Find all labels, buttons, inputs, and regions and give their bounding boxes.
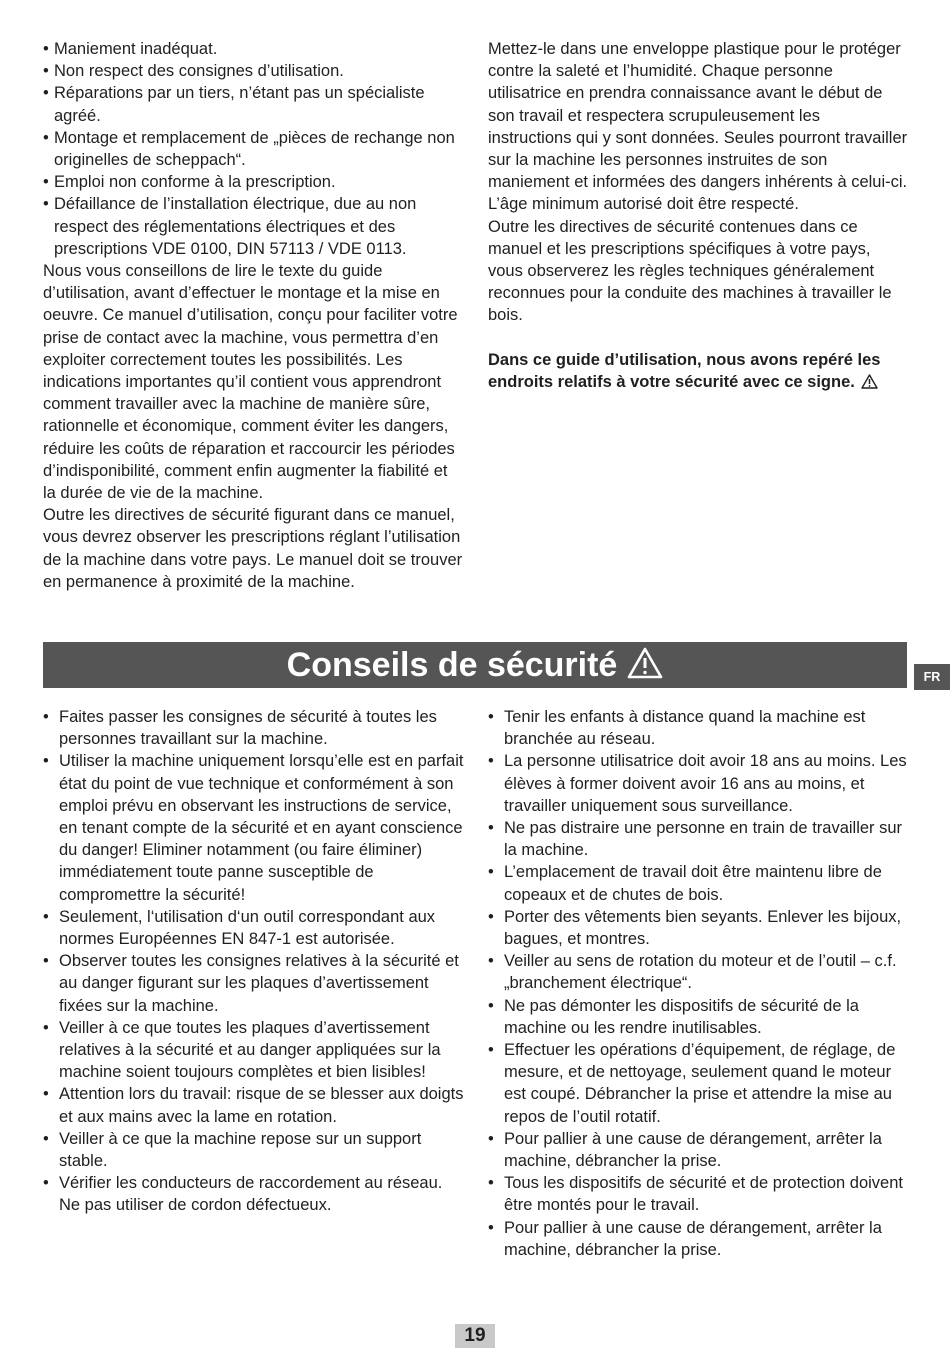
list-item: • Pour pallier à une cause de dérangement, arrêter la machine, débrancher la prise. (488, 1217, 913, 1261)
intro-paragraph: Outre les directives de sécurité contenues dans ce manuel et les prescriptions spécifiques à votre pays, vous observerez les règles techniques généralement reconnues pour la conduite des machines à travailler le bois. (488, 217, 892, 325)
list-item: • Observer toutes les consignes relatives à la sécurité et au danger figurant sur les plaques d’avertissement fixées sur la machine. (43, 950, 468, 1017)
list-item: • Montage et remplacement de „pièces de rechange non originelles de scheppach“. (43, 127, 463, 171)
list-item: • Tous les dispositifs de sécurité et de protection doivent être montés pour le travail. (488, 1172, 913, 1216)
list-item: • Non respect des consignes d’utilisation. (43, 60, 463, 82)
page-number: 19 (455, 1324, 495, 1348)
list-item: • Seulement, l‘utilisation d‘un outil correspondant aux normes Européennes EN 847-1 est autorisée. (43, 906, 468, 950)
intro-right-column (488, 38, 908, 395)
section-banner (43, 642, 907, 688)
section-title: Conseils de sécurité (286, 645, 618, 684)
list-item: • Réparations par un tiers, n’étant pas un spécialiste agréé. (43, 82, 463, 126)
list-item: • Veiller au sens de rotation du moteur et de l’outil – c.f. „branchement électrique“. (488, 950, 913, 994)
list-item: • Attention lors du travail: risque de se blesser aux doigts et aux mains avec la lame en rotation. (43, 1083, 468, 1127)
warning-triangle-icon (861, 373, 878, 395)
list-item: • Pour pallier à une cause de dérangement, arrêter la machine, débrancher la prise. (488, 1128, 913, 1172)
list-item: • Veiller à ce que la machine repose sur un support stable. (43, 1128, 468, 1172)
list-item: • Effectuer les opérations d’équipement, de réglage, de mesure, et de nettoyage, seulement quand le moteur est coupé. Débrancher la prise et attendre la mise au repos de l’outil rotatif. (488, 1039, 913, 1128)
list-item: • L’emplacement de travail doit être maintenu libre de copeaux et de chutes de bois. (488, 861, 913, 905)
intro-paragraph: Nous vous conseillons de lire le texte du guide d’utilisation, avant d’effectuer le montage et la mise en oeuvre. Ce manuel d’utilisation, conçu pour faciliter votre prise de contact avec la machine, vous permettra d’en exploiter correctement toutes les possibilités. Les indications importantes qu’il contient vous apprendront comment travailler avec la machine de manière sûre, rationnelle et économique, comment éviter les dangers, réduire les coûts de réparation et raccourcir les périodes d’indisponibilité, comment enfin augmenter la fiabilité et la durée de vie de la machine. (43, 262, 458, 503)
language-tab: FR (914, 664, 950, 690)
list-item: • Ne pas démonter les dispositifs de sécurité de la machine ou les rendre inutilisables. (488, 995, 913, 1039)
list-item: • Vérifier les conducteurs de raccordement au réseau. Ne pas utiliser de cordon défectueux. (43, 1172, 468, 1216)
safety-note-text: Dans ce guide d’utilisation, nous avons repéré les endroits relatifs à votre sécurité avec ce signe. (488, 350, 881, 391)
list-item: • Veiller à ce que toutes les plaques d’avertissement relatives à la sécurité et au danger appliquées sur la machine soient toujours complètes et bien lisibles! (43, 1017, 468, 1084)
list-item: • Utiliser la machine uniquement lorsqu’elle est en parfait état du point de vue technique et conformément à son emploi prévu en observant les instructions de service, en tenant compte de la sécurité et en ayant conscience du danger! Eliminer notamment (ou faire éliminer) immédiatement toute panne susceptible de compromettre la sécurité! (43, 750, 468, 905)
list-item: • Emploi non conforme à la prescription. (43, 171, 463, 193)
list-item: • Ne pas distraire une personne en train de travailler sur la machine. (488, 817, 913, 861)
list-item: • Maniement inadéquat. (43, 38, 463, 60)
safety-right-column (488, 706, 913, 1261)
intro-paragraph: Mettez-le dans une enveloppe plastique pour le protéger contre la saleté et l’humidité. Chaque personne utilisatrice en prendra connaissance avant le début de son travail et respectera scrupuleusement les instructions qui y sont données. Seules pourront travailler sur la machine les personnes instruites de son maniement et informées des dangers inhérents à celui-ci. L’âge minimum autorisé doit être respecté. (488, 40, 908, 214)
list-item: • Tenir les enfants à distance quand la machine est branchée au réseau. (488, 706, 913, 750)
intro-paragraph: Outre les directives de sécurité figurant dans ce manuel, vous devrez observer les prescriptions réglant l’utilisation de la machine dans votre pays. Le manuel doit se trouver en permanence à proximité de la machine. (43, 506, 463, 591)
list-item: • Faites passer les consignes de sécurité à toutes les personnes travaillant sur la machine. (43, 706, 468, 750)
safety-symbol-note (488, 349, 908, 395)
list-item: • Porter des vêtements bien seyants. Enlever les bijoux, bagues, et montres. (488, 906, 913, 950)
list-item: • La personne utilisatrice doit avoir 18 ans au moins. Les élèves à former doivent avoir 16 ans au moins, et travailler uniquement sous surveillance. (488, 750, 913, 817)
safety-left-column (43, 706, 468, 1217)
list-item: • Défaillance de l’installation électrique, due au non respect des réglementations électriques et des prescriptions VDE 0100, DIN 57113 / VDE 0113. (43, 193, 463, 260)
intro-left-column (43, 38, 463, 593)
warning-triangle-icon (627, 647, 663, 684)
